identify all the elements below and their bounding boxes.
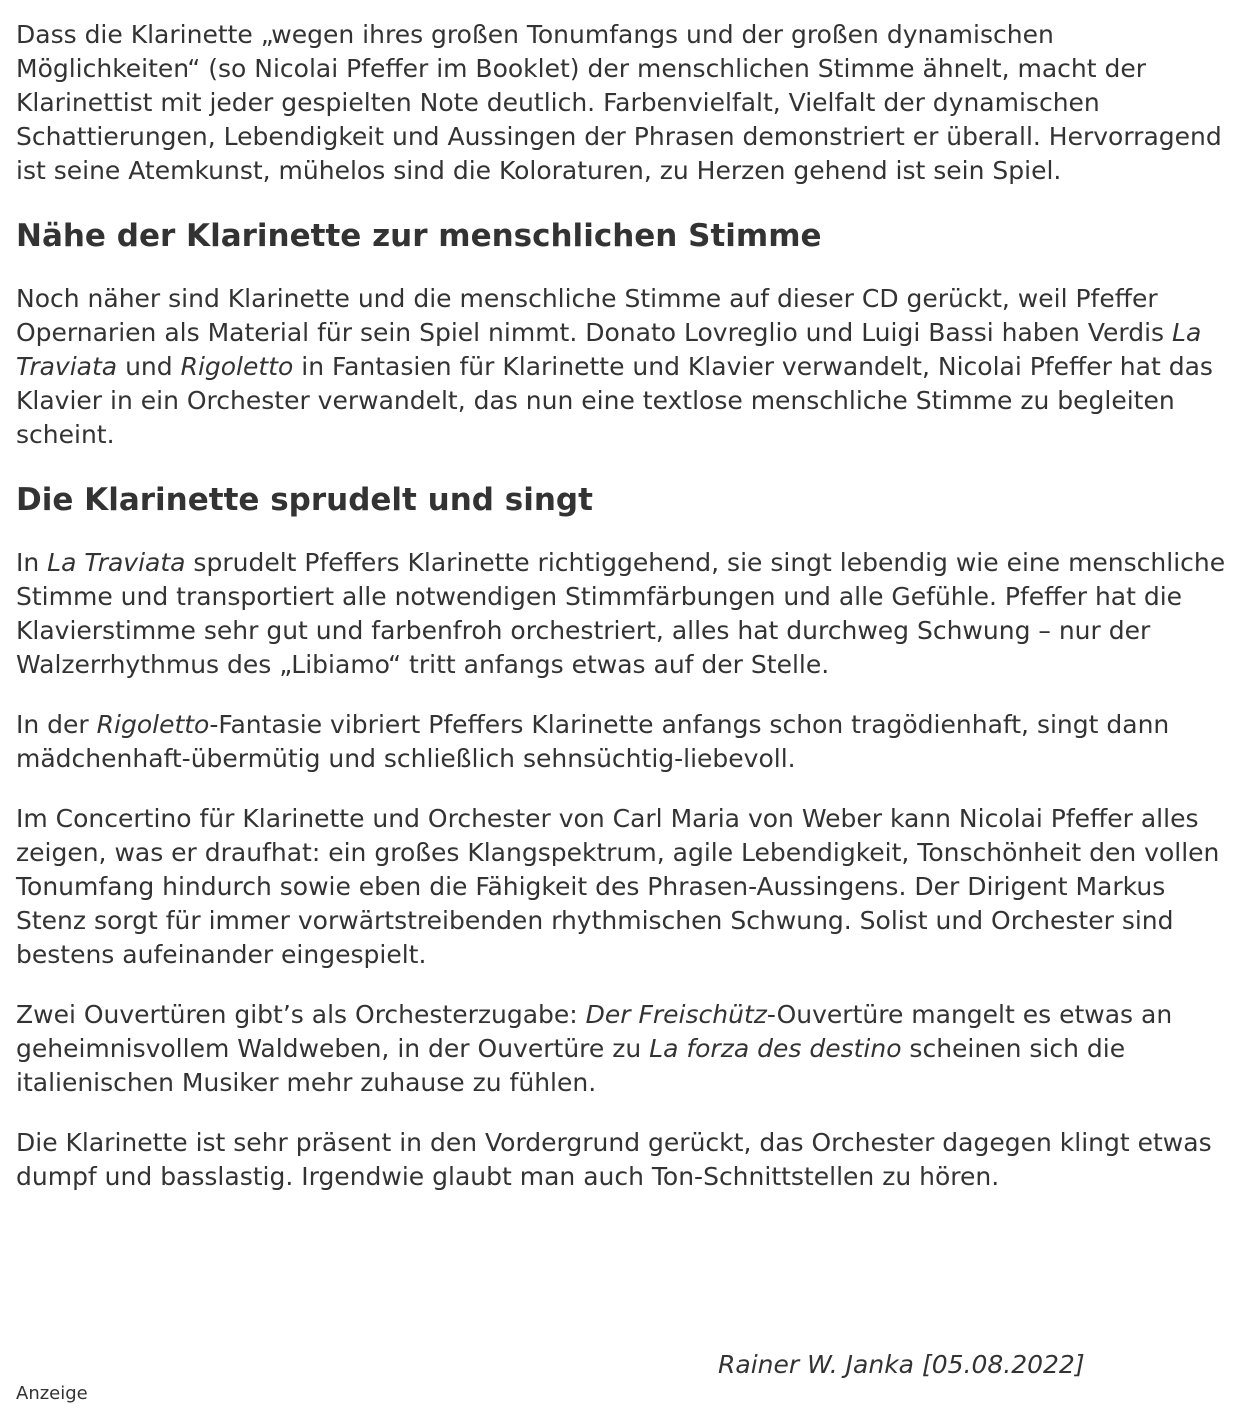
paragraph-opera-fantasies: [16, 282, 1236, 452]
text-run: Zwei Ouvertüren gibt’s als Orchesterzugabe:: [16, 1000, 586, 1029]
text-run: Noch näher sind Klarinette und die menschliche Stimme auf dieser CD gerückt, weil Pfeffer Opernarien als Material für sein Spiel nimmt. Donato Lovreglio und Luigi Bassi haben Verdis: [16, 284, 1173, 347]
paragraph-concertino: Im Concertino für Klarinette und Orchester von Carl Maria von Weber kann Nicolai Pfeffer alles zeigen, was er draufhat: ein großes Klangspektrum, agile Lebendigkeit, Tonschönheit den vollen Tonumfang hindurch sowie eben die Fähigkeit des Phrasen-Aussingens. Der Dirigent Markus Stenz sorgt für immer vorwärtstreibenden rhythmischen Schwung. Solist und Orchester sind bestens aufeinander eingespielt.: [16, 804, 1220, 969]
work-title-rigoletto: Rigoletto: [96, 710, 210, 739]
ad-label: Anzeige: [16, 1383, 88, 1404]
text-run: sprudelt Pfeffers Klarinette richtiggehend, sie singt lebendig wie eine menschliche Stimme und transportiert alle notwendigen Stimmfärbungen und alle Gefühle. Pfeffer hat die Klavierstimme sehr gut und farbenfroh orchestriert, alles hat durchweg Schwung – nur der Walzerrhythmus des „Libiamo“ tritt anfangs etwas auf der Stelle.: [16, 548, 1226, 679]
text-run: -Fantasie vibriert Pfeffers Klarinette anfangs schon tragödienhaft, singt dann mädchenhaft-übermütig und schließlich sehnsüchtig-liebevoll.: [16, 710, 1170, 773]
work-title-forza-del-destino: La forza des destino: [649, 1034, 902, 1063]
text-run: In der: [16, 710, 97, 739]
section-heading-naehe: Nähe der Klarinette zur menschlichen Stimme: [16, 218, 822, 254]
work-title-rigoletto: Rigoletto: [180, 352, 294, 381]
text-run: In: [16, 548, 48, 577]
paragraph-ouvertueren: [16, 998, 1236, 1100]
work-title-freischuetz: Der Freischütz: [585, 1000, 767, 1029]
author-byline: Rainer W. Janka [05.08.2022]: [718, 1350, 1085, 1379]
paragraph-intro: Dass die Klarinette „wegen ihres großen Tonumfangs und der großen dynamischen Möglichkeiten“ (so Nicolai Pfeffer im Booklet) der menschlichen Stimme ähnelt, macht der Klarinettist mit jeder gespielten Note deutlich. Farbenvielfalt, Vielfalt der dynamischen Schattierungen, Lebendigkeit und Aussingen der Phrasen demonstriert er überall. Hervorragend ist seine Atemkunst, mühelos sind die Koloraturen, zu Herzen gehend ist sein Spiel.: [16, 20, 1222, 185]
text-run: und: [117, 352, 181, 381]
work-title-la-traviata: La Traviata: [16, 318, 1202, 381]
paragraph-la-traviata: [16, 546, 1236, 682]
work-title-la-traviata: La Traviata: [47, 548, 186, 577]
text-run: scheinen sich die italienischen Musiker mehr zuhause zu fühlen.: [16, 1034, 1126, 1097]
text-run: -Ouvertüre mangelt es etwas an geheimnisvollem Waldweben, in der Ouvertüre zu: [16, 1000, 1173, 1063]
paragraph-rigoletto: [16, 708, 1236, 776]
article-body: [16, 18, 1236, 1220]
text-run: in Fantasien für Klarinette und Klavier verwandelt, Nicolai Pfeffer hat das Klavier in ein Orchester verwandelt, das nun eine textlose menschliche Stimme zu begleiten scheint.: [16, 352, 1213, 449]
paragraph-sound-quality: Die Klarinette ist sehr präsent in den Vordergrund gerückt, das Orchester dagegen klingt etwas dumpf und basslastig. Irgendwie glaubt man auch Ton-Schnittstellen zu hören.: [16, 1128, 1212, 1191]
section-heading-sprudelt: Die Klarinette sprudelt und singt: [16, 482, 593, 518]
